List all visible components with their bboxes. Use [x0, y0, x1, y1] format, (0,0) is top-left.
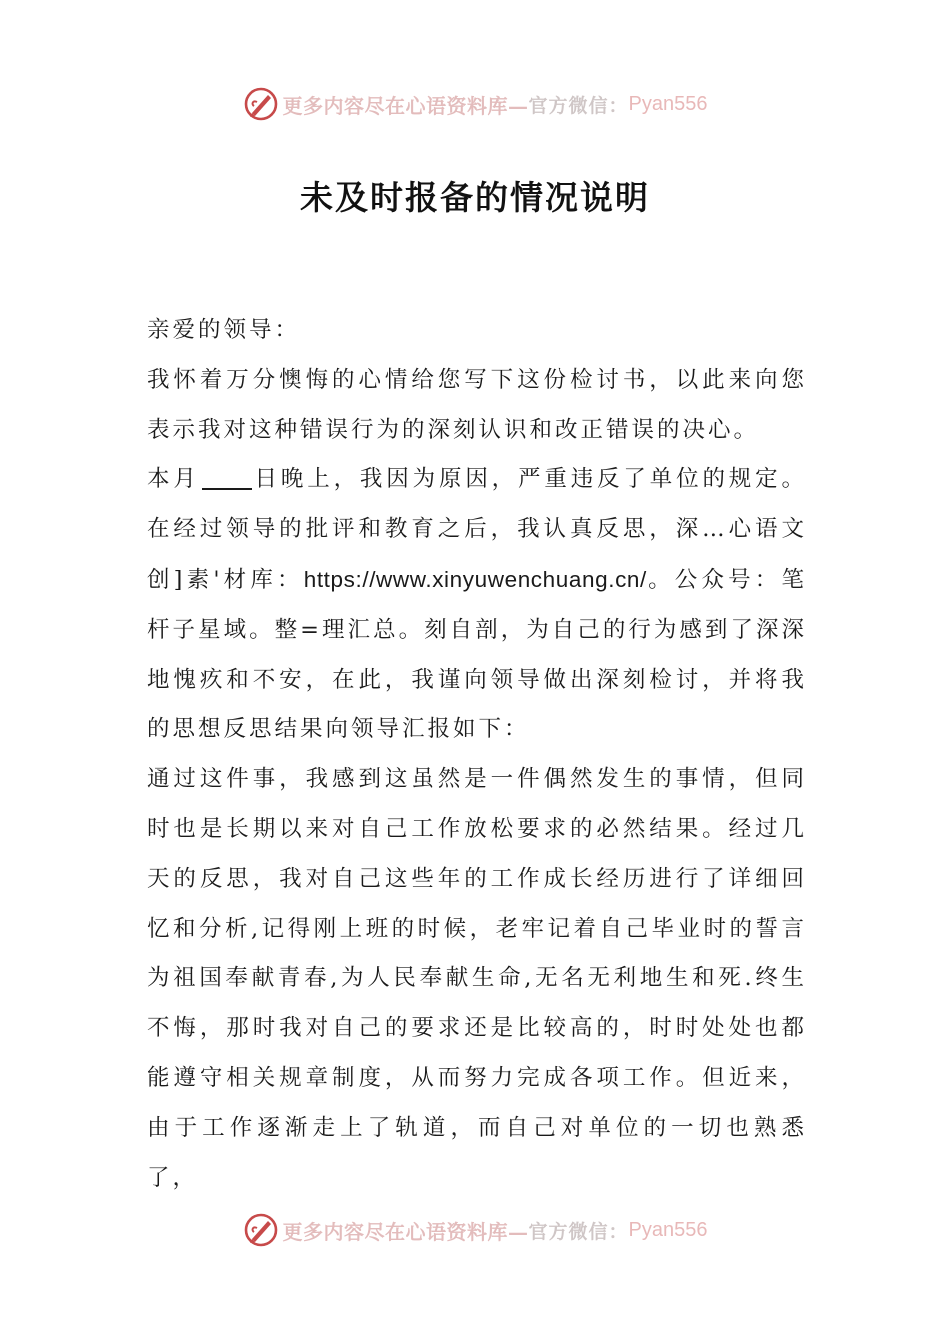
watermark-text: 更多内容尽在心语资料库—	[282, 93, 529, 118]
paragraph-2	[147, 455, 807, 755]
document-title: 未及时报备的情况说明	[300, 178, 650, 217]
paragraph-3: 通过这件事，我感到这虽然是一件偶然发生的事情，但同时也是长期以来对自己工作放松要求的必然结果。经过几天的反思，我对自己这些年的工作成长经历进行了详细回忆和分析,记得刚上班的时候，老牢记着自己毕业时的誓言为祖国奉献青春,为人民奉献生命,无名无利地生和死.终生不悔，那时我对自己的要求还是比较高的，时时处处也都能遵守相关规章制度，从而努力完成各项工作。但近来，由于工作逐渐走上了轨道，而自己对单位的一切也熟悉了，	[147, 766, 807, 1191]
salutation: 亲爱的领导：	[147, 317, 301, 343]
paragraph-2-start: 本月	[147, 466, 200, 493]
footer-watermark-banner	[0, 1208, 950, 1252]
date-blank	[202, 466, 252, 490]
watermark-text: 更多内容尽在心语资料库—	[282, 1219, 529, 1244]
watermark-wechat-label: 官方微信：	[528, 94, 629, 117]
paragraph-2-middle: 日晚上，我因为原因，严重违反了单位的规定。在经过领导的批评和教育之后，我认真反思，深…心语文创]素'材库：	[147, 466, 807, 593]
document-body	[147, 306, 807, 1203]
paragraph-1: 我怀着万分懊悔的心情给您写下这份检讨书，以此来向您表示我对这种错误行为的深刻认识和改正错误的决心。	[147, 366, 807, 443]
header-watermark-banner	[0, 82, 950, 126]
watermark-wechat-id: Pyan556	[628, 92, 708, 115]
watermark-wechat-label: 官方微信：	[528, 1220, 629, 1243]
watermark-wechat-id: Pyan556	[628, 1218, 708, 1241]
paragraph-2-end: 。公众号：笔杆子星域。整=理汇总。刻自剖，为自己的行为感到了深深地愧疚和不安，在此，我谨向领导做出深刻检讨，并将我的思想反思结果向领导汇报如下：	[147, 566, 807, 743]
pen-logo-icon	[243, 86, 279, 122]
website-url: https://www.xinyuwenchuang.cn/	[303, 566, 647, 592]
pen-logo-icon	[243, 1212, 279, 1248]
